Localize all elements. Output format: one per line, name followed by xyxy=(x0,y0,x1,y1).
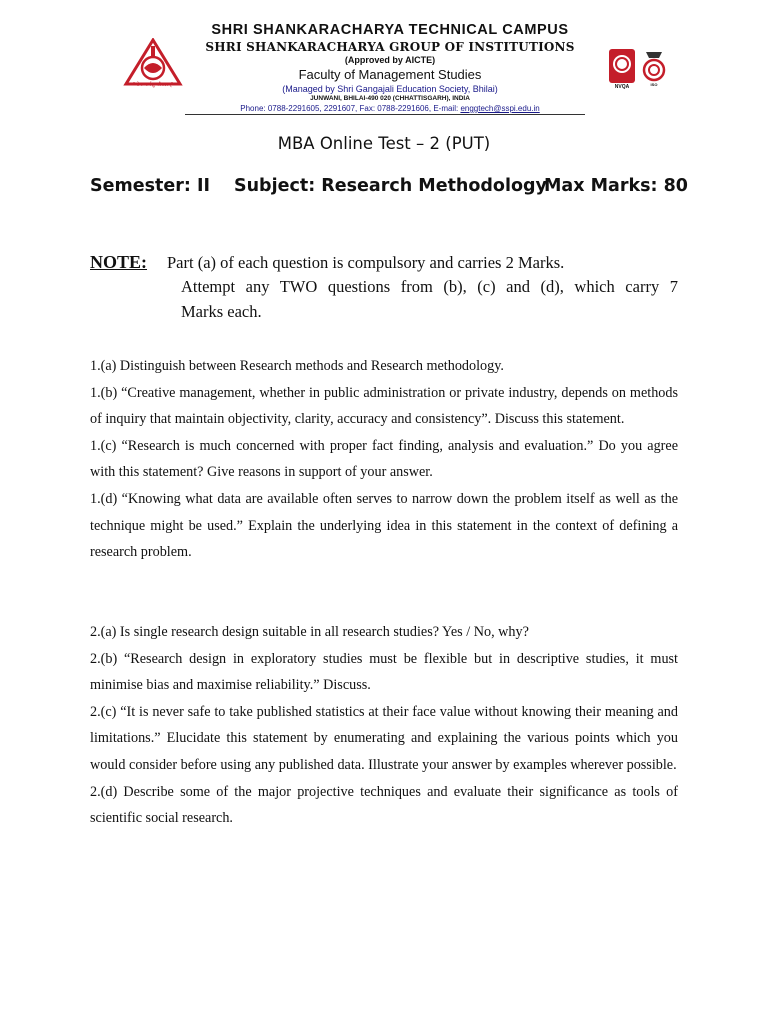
approval-text: (Approved by AICTE) xyxy=(344,55,436,65)
question-2d: 2.(d) Describe some of the major projective techniques and evaluate their significance as tools of scientific social research. xyxy=(90,783,678,827)
contact-line xyxy=(180,104,600,113)
question-1c: 1.(c) “Research is much concerned with proper fact finding, analysis and evaluation.” Do you agree with this statement? Give reasons in support of your answer. xyxy=(90,437,678,481)
test-title: MBA Online Test – 2 (PUT) xyxy=(277,134,491,153)
iso-label: ISO xyxy=(650,82,658,87)
max-marks-label: Max Marks: 80 xyxy=(544,176,688,196)
nvqa-label: NVQA xyxy=(614,84,630,90)
note-line-2: Attempt any TWO questions from (b), (c) and (d), which carry 7 xyxy=(181,277,678,296)
question-1d: 1.(d) “Knowing what data are available often serves to narrow down the problem itself as well as the technique might be used.” Explain the underlying idea in this statement in the context of defining a research problem. xyxy=(90,490,678,561)
email-link[interactable]: enggtech@sspi.edu.in xyxy=(460,104,540,113)
question-block-1 xyxy=(90,353,678,566)
group-name: SHRI SHANKARACHARYA GROUP OF INSTITUTIONS xyxy=(205,40,575,54)
question-block-2 xyxy=(90,619,678,832)
letterhead xyxy=(0,0,768,118)
note-line-1: Part (a) of each question is compulsory and carries 2 Marks. xyxy=(167,253,565,272)
institution-logo xyxy=(122,38,184,100)
note-label: NOTE: xyxy=(90,252,148,272)
address-text: JUNWANI, BHILAI-490 020 (CHHATTISGARH), INDIA xyxy=(310,95,470,102)
campus-name: SHRI SHANKARACHARYA TECHNICAL CAMPUS xyxy=(211,22,569,38)
logo-motto: "योगः कर्मसु कौशलम्" xyxy=(133,82,173,88)
letterhead-divider xyxy=(185,114,585,115)
contact-text: Phone: 0788-2291605, 2291607, Fax: 0788-2291606, E-mail: xyxy=(240,104,461,113)
question-2c: 2.(c) “It is never safe to take published statistics at their face value without knowing their meaning and limitations.” Elucidate this statement by enumerating and explaining the various points which you would consider before using any published data. Illustrate your answer by examples wherever possible. xyxy=(90,703,678,773)
semester-label: Semester: II xyxy=(90,176,210,196)
note-line-3: Marks each. xyxy=(181,302,262,321)
question-2b: 2.(b) “Research design in exploratory studies must be flexible but in descriptive studies, it must minimise bias and maximise reliability.” Discuss. xyxy=(90,650,678,694)
question-2a: 2.(a) Is single research design suitable in all research studies? Yes / No, why? xyxy=(90,624,529,640)
subject-label: Subject: Research Methodology xyxy=(234,176,547,196)
faculty-name: Faculty of Management Studies xyxy=(298,67,482,82)
question-1b: 1.(b) “Creative management, whether in public administration or private industry, depends on methods of inquiry that maintain objectivity, clarity, accuracy and consistency”. Discuss this statement. xyxy=(90,384,678,428)
managed-by-text: (Managed by Shri Gangajali Education Society, Bhilai) xyxy=(282,84,498,94)
question-1a: 1.(a) Distinguish between Research methods and Research methodology. xyxy=(90,358,504,374)
